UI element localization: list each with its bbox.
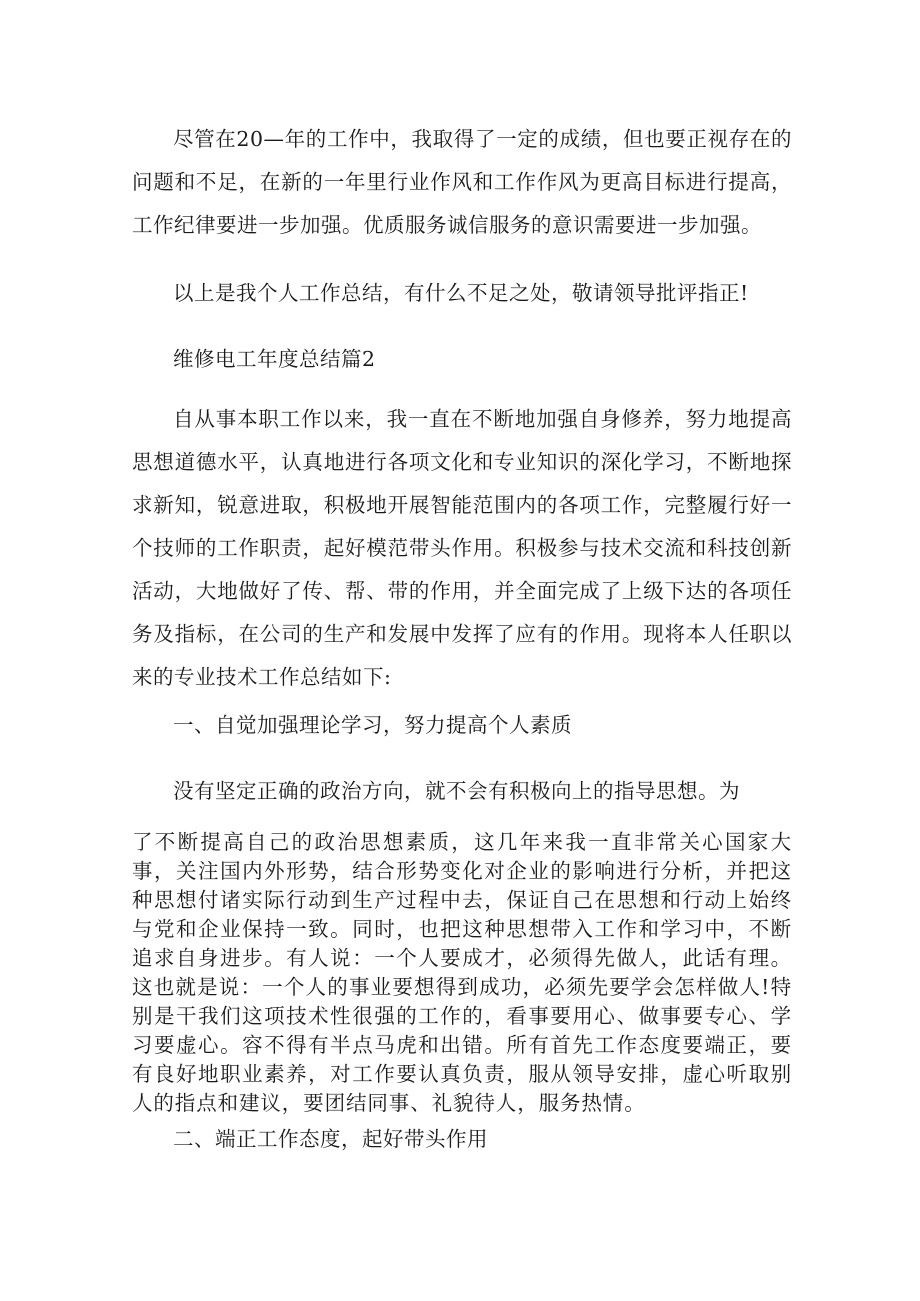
section-heading-1: 一、自觉加强理论学习，努力提高个人素质 <box>173 713 572 737</box>
heading-part-2: 维修电工年度总结篇2 <box>173 347 376 371</box>
paragraph-political-body: 了不断提高自己的政治思想素质，这几年来我一直非常关心国家大事，关注国内外形势，结合形势变化对企业的影响进行分析，并把这种思想付诸实际行动到生产过程中去，保证自己在思想和行动上始终与党和企业保持一致。同时，也把这种思想带入工作和学习中，不断追求自身进步。有人说：一个人要成才，必须得先做人，此话有理。这也就是说：一个人的事业要想得到成功，必须先要学会怎样做人!特别是干我们这项技术性很强的工作的，看事要用心、做事要专心、学习要虚心。容不得有半点马虎和出错。所有首先工作态度要端正，要有良好地职业素养，对工作要认真负责，服从领导安排，虚心听取别人的指点和建议，要团结同事、礼貌待人，服务热情。 <box>132 830 792 1115</box>
paragraph-achievements: 尽管在20—年的工作中，我取得了一定的成绩，但也要正视存在的问题和不足，在新的一年里行业作风和工作作风为更高目标进行提高，工作纪律要进一步加强。优质服务诚信服务的意识需要进一步加强。 <box>132 127 792 237</box>
paragraph-political-first-line: 没有坚定正确的政治方向，就不会有积极向上的指导思想。为 <box>173 779 740 803</box>
section-heading-2: 二、端正工作态度，起好带头作用 <box>173 1127 488 1151</box>
paragraph-closing: 以上是我个人工作总结，有什么不足之处，敬请领导批评指正! <box>173 281 749 305</box>
paragraph-introduction: 自从事本职工作以来，我一直在不断地加强自身修养，努力地提高思想道德水平，认真地进行各项文化和专业知识的深化学习，不断地探求新知，锐意进取，积极地开展智能范围内的各项工作，完整履行好一个技师的工作职责，起好模范带头作用。积极参与技术交流和科技创新活动，大地做好了传、帮、带的作用，并全面完成了上级下达的各项任务及指标，在公司的生产和发展中发挥了应有的作用。现将本人任职以来的专业技术工作总结如下: <box>132 407 792 689</box>
